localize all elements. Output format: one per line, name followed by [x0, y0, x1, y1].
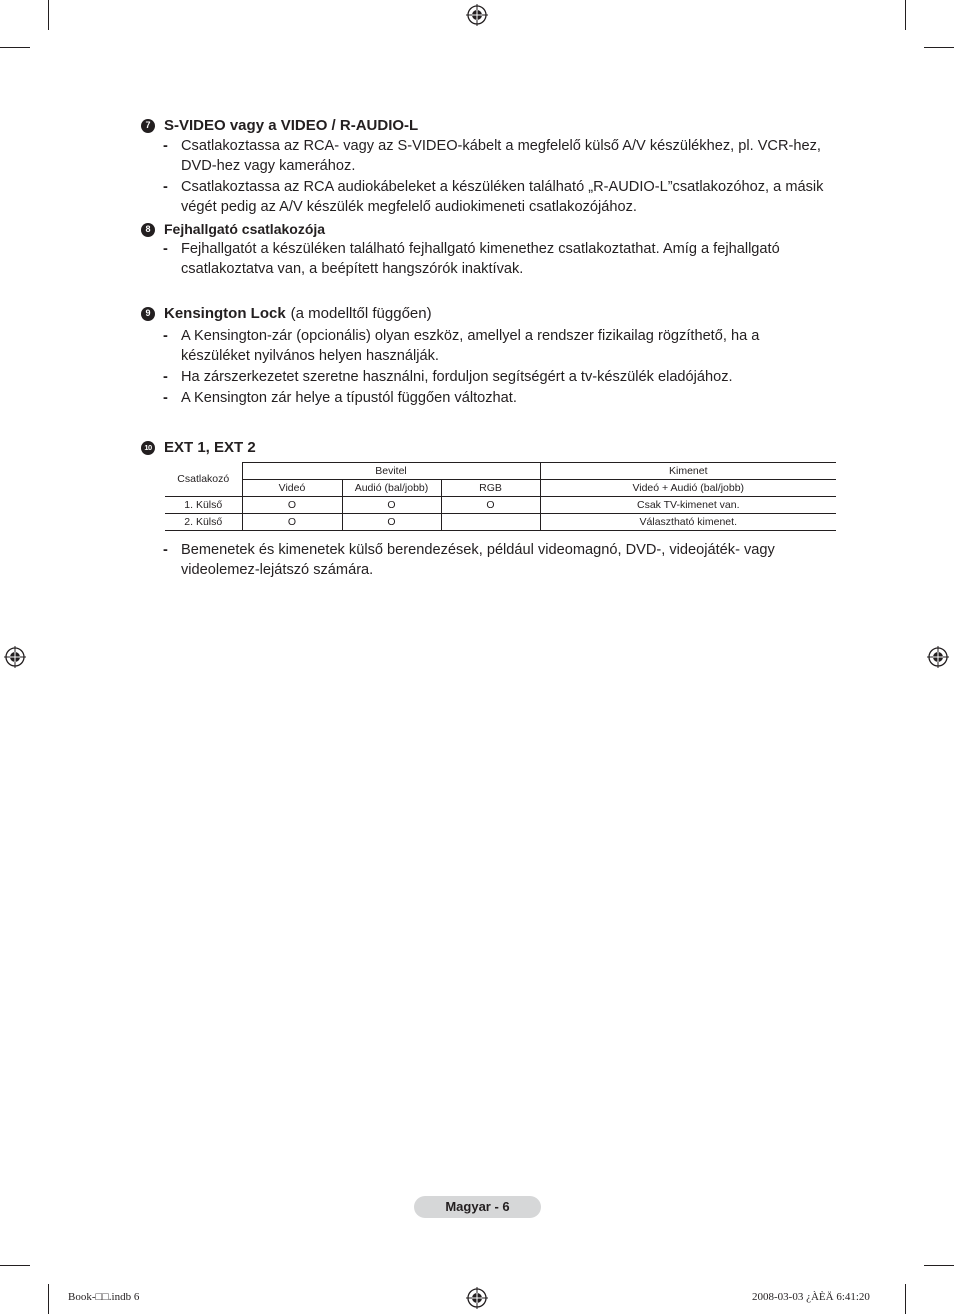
- table-header-cell: Bevitel: [242, 463, 540, 480]
- list-item: - A Kensington zár helye a típustól függően változhat.: [163, 390, 517, 406]
- number-badge-icon: 10: [141, 441, 155, 455]
- registration-mark-icon: [466, 1287, 488, 1309]
- section-heading-ext: [141, 438, 836, 457]
- table-cell: 2. Külső: [165, 514, 242, 531]
- table-header-cell: RGB: [441, 480, 540, 497]
- crop-mark: [48, 0, 49, 30]
- section-title: EXT 1, EXT 2: [164, 439, 256, 456]
- ext-connector-table: [165, 462, 836, 531]
- section-subtitle: (a modelltől függően): [290, 305, 432, 322]
- table-header-cell: Kimenet: [540, 463, 836, 480]
- table-cell: Választható kimenet.: [540, 514, 836, 531]
- crop-mark: [0, 1265, 30, 1266]
- table-header-cell: Videó: [242, 480, 342, 497]
- page-number-label: Magyar - 6: [414, 1196, 541, 1218]
- list-item: - Csatlakoztassa az RCA audiokábeleket a készüléken található „R-AUDIO-L”csatlakozóhoz, a másik végét pedig az A/V készülék megfelelő audiokimeneti csatlakozójához.: [163, 179, 824, 215]
- crop-mark: [924, 47, 954, 48]
- list-item: - Bemenetek és kimenetek külső berendezések, például videomagnó, DVD-, videojáték- vagy videolemez-lejátszó számára.: [163, 542, 775, 578]
- crop-mark: [0, 47, 30, 48]
- table-cell: O: [242, 497, 342, 514]
- table-header-cell: Csatlakozó: [165, 463, 242, 497]
- section-title: Fejhallgató csatlakozója: [164, 221, 326, 237]
- table-cell: O: [342, 514, 441, 531]
- table-cell: O: [242, 514, 342, 531]
- crop-mark: [924, 1265, 954, 1266]
- crop-mark: [905, 0, 906, 30]
- list-item: - Ha zárszerkezetet szeretne használni, forduljon segítségért a tv-készülék eladójához.: [163, 369, 733, 385]
- number-badge-icon: 8: [141, 223, 155, 237]
- section-heading-kensington: [141, 304, 836, 323]
- number-badge-icon: 7: [141, 119, 155, 133]
- table-cell: [441, 514, 540, 531]
- table-header-row: [165, 463, 836, 480]
- list-item: - A Kensington-zár (opcionális) olyan eszköz, amellyel a rendszer fizikailag rögzíthető, ha a készüléket nyilvános helyen használják.: [163, 328, 760, 364]
- registration-mark-icon: [927, 646, 949, 668]
- table-cell: 1. Külső: [165, 497, 242, 514]
- section-title: Kensington Lock: [164, 305, 286, 322]
- registration-mark-icon: [4, 646, 26, 668]
- table-cell: O: [441, 497, 540, 514]
- crop-mark: [905, 1284, 906, 1314]
- print-slug-file: Book-□□.indb 6: [68, 1291, 140, 1303]
- table-subheader-row: [165, 480, 836, 497]
- section-title: S-VIDEO vagy a VIDEO / R-AUDIO-L: [164, 117, 419, 134]
- registration-mark-icon: [466, 4, 488, 26]
- list-item: - Csatlakoztassa az RCA- vagy az S-VIDEO-kábelt a megfelelő külső A/V készülékhez, pl. VCR-hez, DVD-hez vagy kamerához.: [163, 138, 821, 174]
- section-heading-svideo: [141, 116, 836, 135]
- number-badge-icon: 9: [141, 307, 155, 321]
- section-heading-headphone: [141, 220, 836, 239]
- table-row: [165, 514, 836, 531]
- table-cell: Csak TV-kimenet van.: [540, 497, 836, 514]
- table-header-cell: Audió (bal/jobb): [342, 480, 441, 497]
- list-item: - Fejhallgatót a készüléken található fejhallgató kimenethez csatlakoztathat. Amíg a fejhallgató csatlakoztatva van, a beépített hangszórók inaktívak.: [163, 241, 780, 277]
- table-row: [165, 497, 836, 514]
- table-header-cell: Videó + Audió (bal/jobb): [540, 480, 836, 497]
- page-content: [141, 116, 836, 580]
- print-slug-date: 2008-03-03 ¿ÀÈÄ 6:41:20: [752, 1291, 870, 1303]
- crop-mark: [48, 1284, 49, 1314]
- table-cell: O: [342, 497, 441, 514]
